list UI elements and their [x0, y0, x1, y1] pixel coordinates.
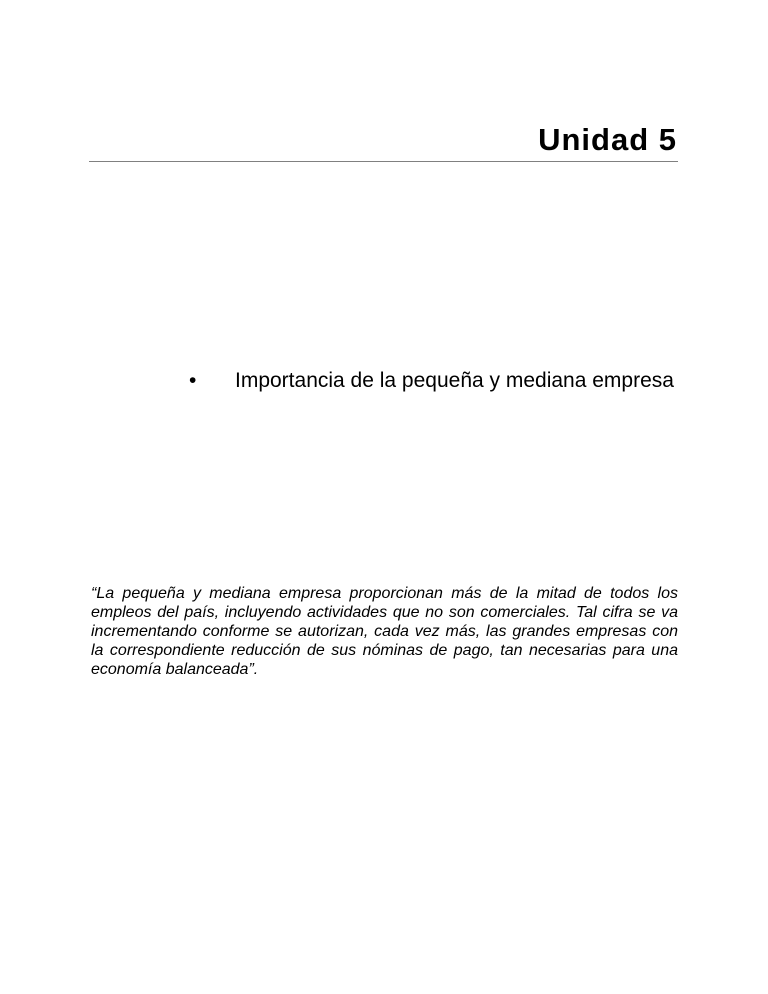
- quote-paragraph: “La pequeña y mediana empresa proporcionan más de la mitad de todos los empleos del país, incluyendo actividades que no son comerciales. Tal cifra se va incrementando conforme se autorizan, cada vez más, las grandes empresas con la correspondiente reducción de sus nóminas de pago, tan necesarias para una economía balanceada”.: [91, 585, 678, 678]
- topic-item: Importancia de la pequeña y mediana empresa: [235, 369, 674, 392]
- topic-bullet: •: [189, 369, 197, 392]
- unit-title: Unidad 5: [538, 122, 677, 157]
- title-underline-rule: [89, 161, 678, 162]
